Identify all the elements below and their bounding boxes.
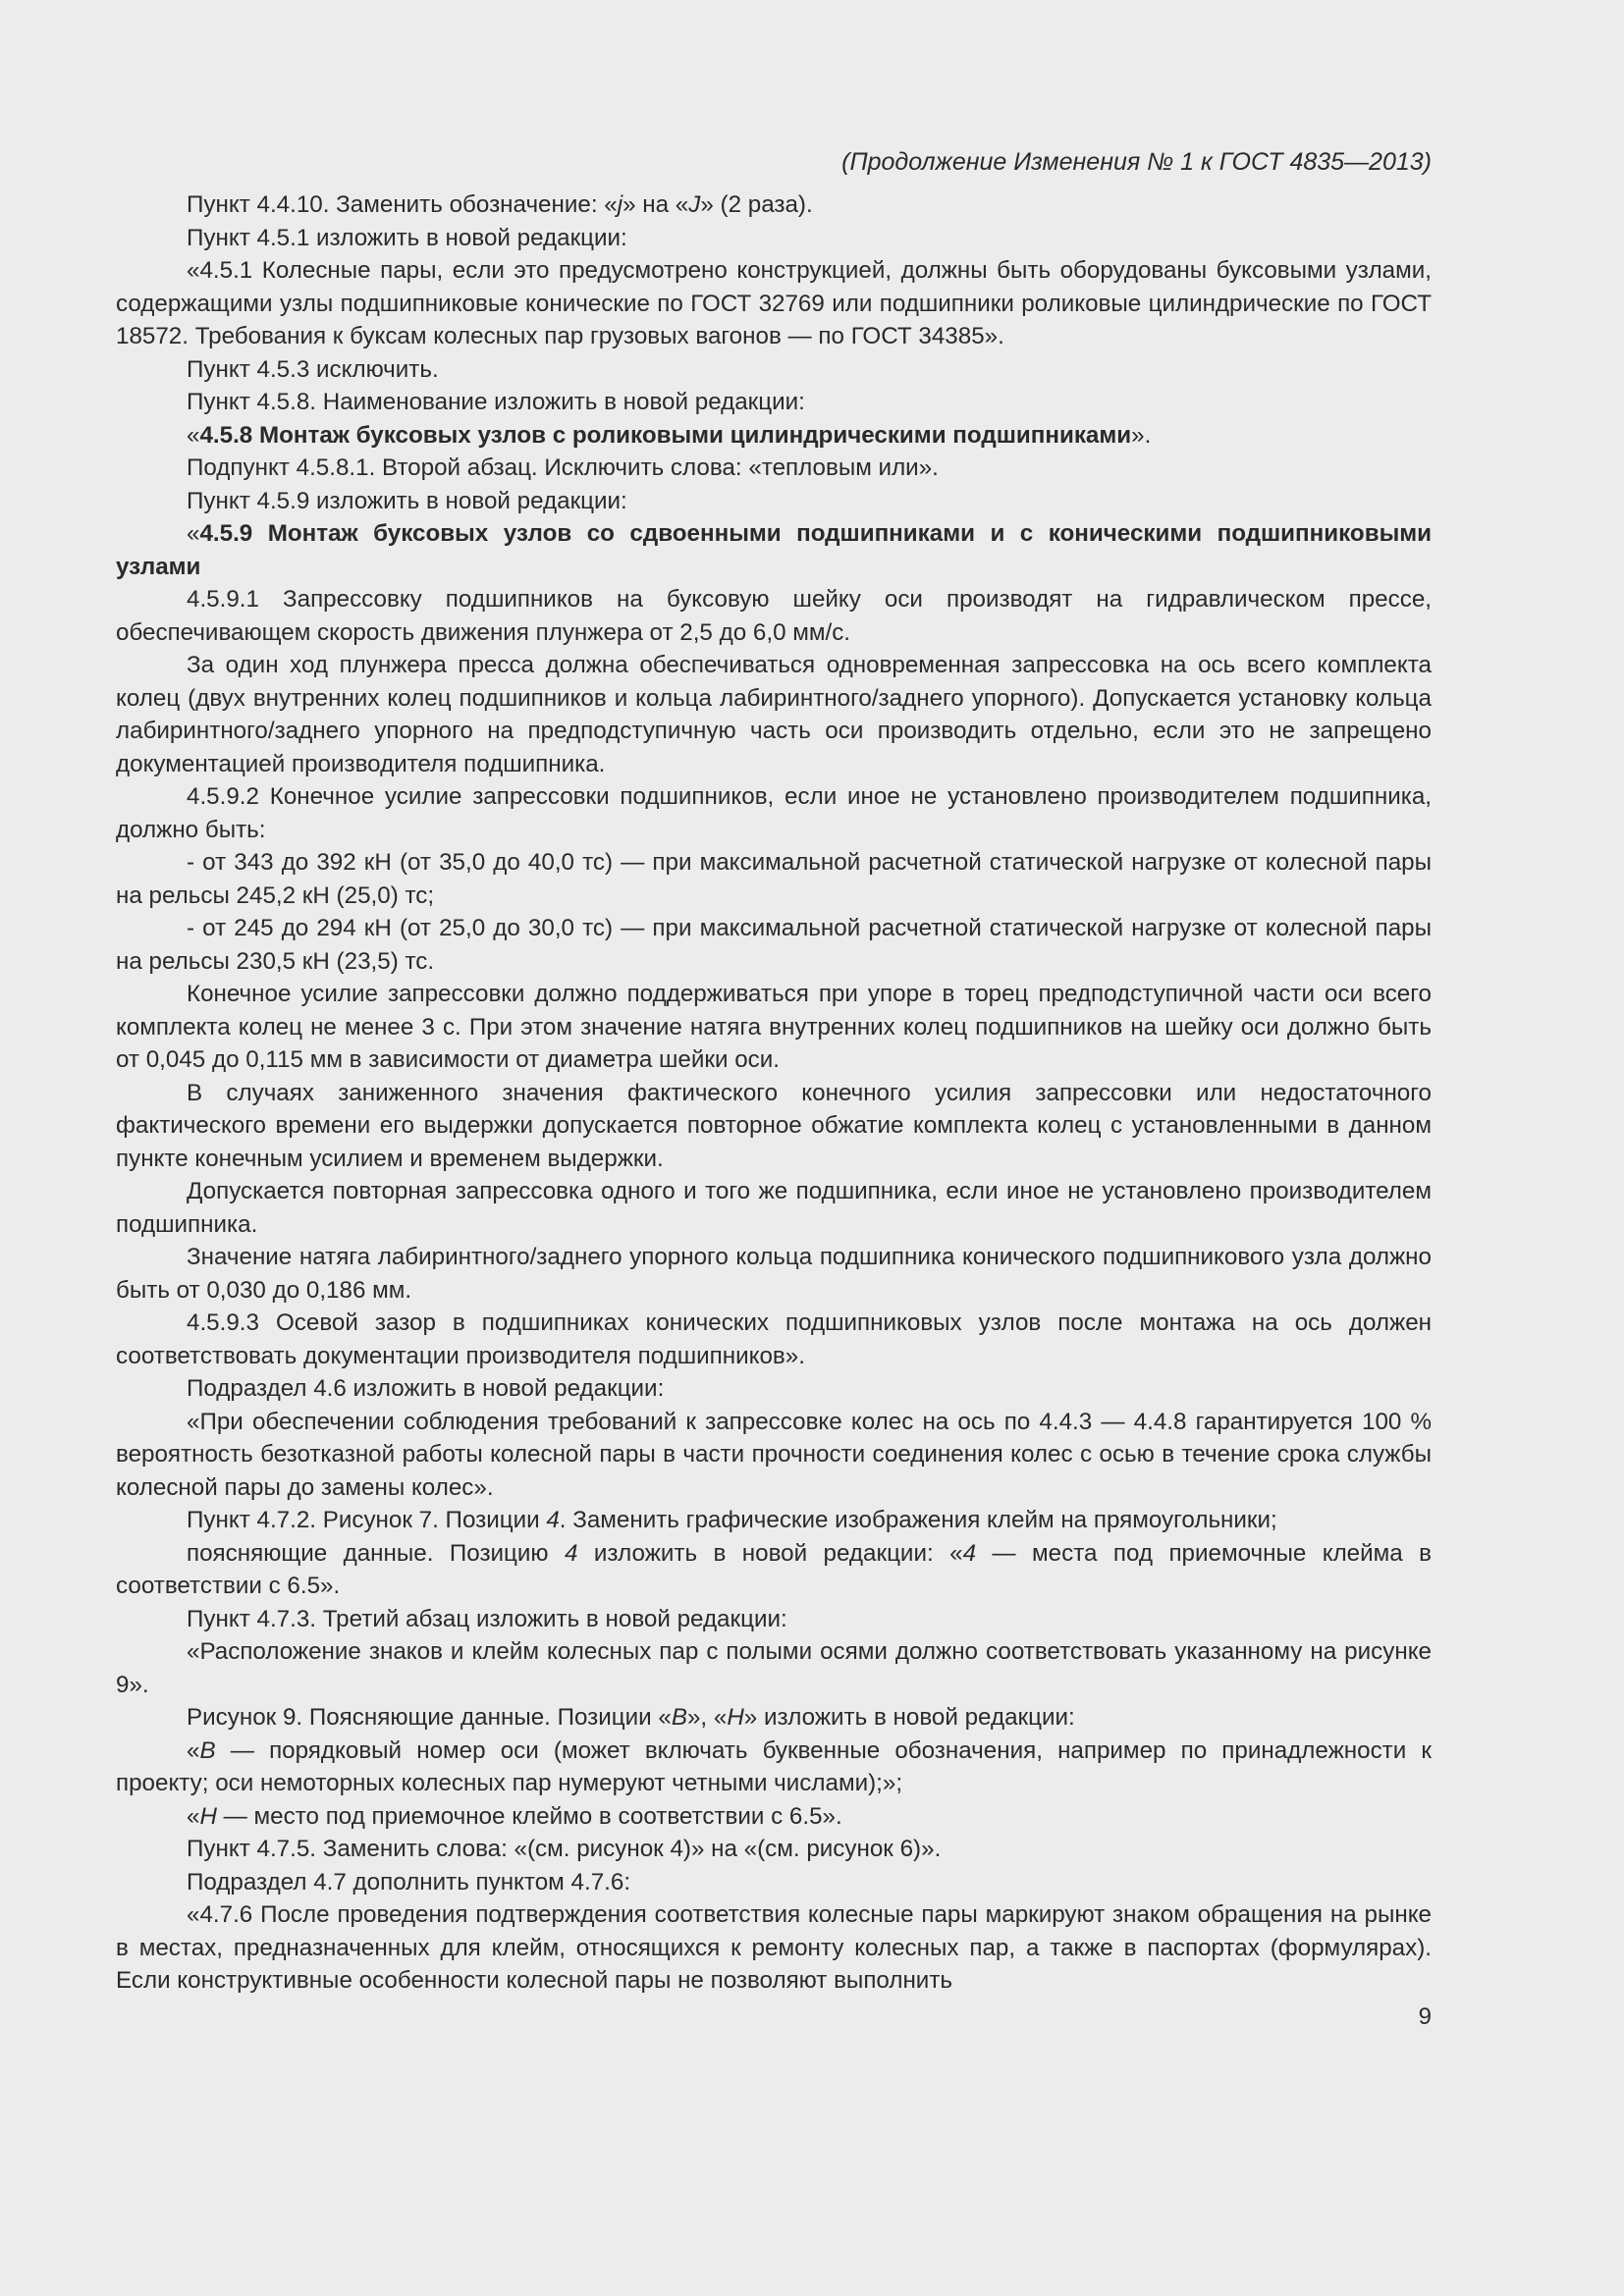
text-run: «При обеспечении соблюдения требований к запрессовке колес на ось по 4.4.3 — 4.4.8 гарантируется 100 % вероятность безотказной работы колесной пары в части прочности соединения колес с осью в течение срока службы колесной пары до замены колес».	[116, 1408, 1432, 1501]
text-run: Пункт 4.5.8. Наименование изложить в новой редакции:	[187, 389, 805, 415]
paragraph	[116, 1866, 1432, 1899]
text-run: » (2 раза).	[700, 191, 813, 218]
paragraph	[116, 386, 1432, 419]
text-run: Пункт 4.5.1 изложить в новой редакции:	[187, 224, 627, 251]
text-run: «	[187, 1802, 200, 1830]
text-run: «4.5.1 Колесные пары, если это предусмотрено конструкцией, должны быть оборудованы буксовыми узлами, содержащими узлы подшипниковые конические по ГОСТ 32769 или подшипники роликовые цилиндрические по ГОСТ 18572. Требования к буксам колесных пар грузовых вагонов — по ГОСТ 34385».	[116, 257, 1432, 349]
text-run: Пункт 4.5.3 исключить.	[187, 355, 439, 383]
paragraph	[116, 452, 1432, 485]
paragraph	[116, 188, 1432, 222]
text-run: 4.5.9.1 Запрессовку подшипников на буксовую шейку оси производят на гидравлическом прессе, обеспечивающем скорость движения плунжера от 2,5 до 6,0 мм/с.	[116, 586, 1432, 646]
italic-text: 4	[564, 1539, 578, 1567]
paragraph	[116, 222, 1432, 255]
text-run: В случаях заниженного значения фактического конечного усилия запрессовки или недостаточного фактического времени его выдержки допускается повторное обжатие комплекта колец с установленными в данном пункте конечным усилием и временем выдержки.	[116, 1079, 1432, 1172]
paragraph	[116, 1077, 1432, 1176]
paragraph	[116, 1833, 1432, 1866]
paragraph	[116, 1701, 1432, 1735]
paragraph	[116, 517, 1432, 583]
paragraph	[116, 1307, 1432, 1372]
paragraph	[116, 1800, 1432, 1834]
text-run: » на «	[623, 191, 689, 218]
text-run: », «	[686, 1704, 728, 1731]
text-run: Пункт 4.7.5. Заменить слова: «(см. рисунок 4)» на «(см. рисунок 6)».	[187, 1836, 942, 1862]
text-run: Конечное усилие запрессовки должно поддерживаться при упоре в торец предподступичной части оси всего комплекта колец не менее 3 с. При этом значение натяга внутренних колец подшипников на шейку оси должно быть от 0,045 до 0,115 мм в зависимости от диаметра шейки оси.	[116, 981, 1432, 1073]
paragraph	[116, 846, 1432, 912]
text-run: Пункт 4.4.10. Заменить обозначение: «	[187, 191, 618, 218]
paragraph	[116, 1635, 1432, 1701]
paragraph	[116, 978, 1432, 1077]
italic-text: 4	[546, 1507, 560, 1533]
text-run: Подпункт 4.5.8.1. Второй абзац. Исключить слова: «тепловым или».	[187, 454, 939, 481]
paragraph	[116, 1603, 1432, 1636]
paragraph	[116, 419, 1432, 453]
text-run: — место под приемочное клеймо в соответствии с 6.5».	[216, 1802, 842, 1830]
italic-text: В	[671, 1704, 687, 1731]
text-run: поясняющие данные. Позицию	[187, 1539, 565, 1567]
text-run: Допускается повторная запрессовка одного и того же подшипника, если иное не установлено производителем подшипника.	[116, 1178, 1432, 1238]
paragraph	[116, 780, 1432, 846]
text-run: . Заменить графические изображения клейм на прямоугольники;	[559, 1507, 1277, 1533]
text-run: ».	[1131, 421, 1152, 449]
italic-text: Н	[727, 1704, 744, 1731]
document-page	[116, 145, 1432, 2033]
italic-text: В	[199, 1736, 216, 1764]
text-run: Подраздел 4.6 изложить в новой редакции:	[187, 1375, 665, 1402]
text-run: - от 245 до 294 кН (от 25,0 до 30,0 тс) — при максимальной расчетной статической нагрузке от колесной пары на рельсы 230,5 кН (23,5) тс.	[116, 915, 1432, 975]
text-run: » изложить в новой редакции:	[743, 1704, 1075, 1731]
paragraph	[116, 1504, 1432, 1537]
text-run: За один ход плунжера пресса должна обеспечиваться одновременная запрессовка на ось всего комплекта колец (двух внутренних колец подшипников и кольца лабиринтного/заднего упорного). Допускается установку кольца лабиринтного/заднего упорного на предподступичную часть оси производить отдельно, если это не запрещено документацией производителя подшипника.	[116, 652, 1432, 777]
text-run: Пункт 4.7.2. Рисунок 7. Позиции	[187, 1507, 547, 1533]
text-run: «	[187, 1736, 200, 1764]
italic-text: 4	[962, 1539, 977, 1567]
text-run: изложить в новой редакции: «	[577, 1539, 963, 1567]
page-number: 9	[1418, 2002, 1432, 2030]
paragraph	[116, 1406, 1432, 1505]
text-run: «	[187, 421, 200, 449]
paragraph	[116, 485, 1432, 518]
running-header: (Продолжение Изменения № 1 к ГОСТ 4835—2013)	[841, 148, 1432, 176]
text-run: Рисунок 9. Поясняющие данные. Позиции «	[187, 1704, 672, 1731]
italic-text: j	[617, 191, 623, 218]
paragraph	[116, 649, 1432, 780]
text-run: «	[187, 520, 200, 547]
document-body	[116, 188, 1432, 1998]
paragraph	[116, 1537, 1432, 1603]
bold-text: 4.5.9 Монтаж буксовых узлов со сдвоенными подшипниками и с коническими подшипниковыми узлами	[116, 520, 1432, 580]
text-run: Подраздел 4.7 дополнить пунктом 4.7.6:	[187, 1868, 631, 1896]
text-run: «Расположение знаков и клейм колесных пар с полыми осями должно соответствовать указанному на рисунке 9».	[116, 1638, 1432, 1698]
text-run: Пункт 4.7.3. Третий абзац изложить в новой редакции:	[187, 1605, 787, 1632]
paragraph	[116, 1735, 1432, 1800]
text-run: 4.5.9.2 Конечное усилие запрессовки подшипников, если иное не установлено производителем подшипника, должно быть:	[116, 783, 1432, 843]
paragraph	[116, 254, 1432, 353]
paragraph	[116, 583, 1432, 649]
text-run: Пункт 4.5.9 изложить в новой редакции:	[187, 487, 627, 514]
text-run: - от 343 до 392 кН (от 35,0 до 40,0 тс) — при максимальной расчетной статической нагрузке от колесной пары на рельсы 245,2 кН (25,0) тс;	[116, 849, 1432, 909]
bold-text: 4.5.8 Монтаж буксовых узлов с роликовыми цилиндрическими подшипниками	[199, 421, 1132, 449]
paragraph	[116, 1372, 1432, 1406]
text-run: — места под приемочные клейма в соответствии с 6.5».	[116, 1539, 1432, 1599]
paragraph	[116, 1175, 1432, 1241]
paragraph	[116, 353, 1432, 387]
paragraph	[116, 1241, 1432, 1307]
text-run: 4.5.9.3 Осевой зазор в подшипниках конических подшипниковых узлов после монтажа на ось должен соответствовать документации производителя подшипников».	[116, 1309, 1432, 1369]
paragraph	[116, 912, 1432, 978]
italic-text: J	[688, 191, 701, 218]
text-run: «4.7.6 После проведения подтверждения соответствия колесные пары маркируют знаком обращения на рынке в местах, предназначенных для клейм, относящихся к ремонту колесных пар, а также в паспортах (формулярах). Если конструктивные особенности колесной пары не позволяют выполнить	[116, 1901, 1432, 1994]
text-run: — порядковый номер оси (может включать буквенные обозначения, например по принадлежности к проекту; оси немоторных колесных пар нумеруют четными числами);»;	[116, 1736, 1432, 1796]
text-run: Значение натяга лабиринтного/заднего упорного кольца подшипника конического подшипникового узла должно быть от 0,030 до 0,186 мм.	[116, 1244, 1432, 1304]
paragraph	[116, 1898, 1432, 1998]
italic-text: Н	[199, 1802, 217, 1830]
